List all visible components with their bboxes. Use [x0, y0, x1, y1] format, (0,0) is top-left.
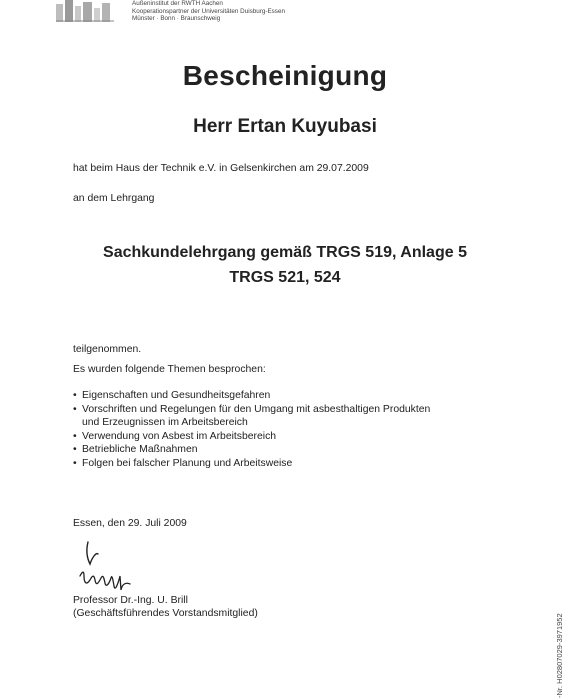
- handwritten-signature: [74, 536, 164, 598]
- participated-text: teilgenommen.: [73, 344, 142, 355]
- recipient-name: Herr Ertan Kuyubasi: [193, 116, 377, 137]
- letterhead: [132, 0, 285, 23]
- place-date: Essen, den 29. Juli 2009: [73, 518, 187, 529]
- topic-item: • Eigenschaften und Gesundheitsgefahren: [73, 389, 430, 403]
- document-number: -Nr. H02807029-3971952: [555, 613, 564, 698]
- course-title-line-2: TRGS 521, 524: [229, 269, 341, 286]
- course-intro: an dem Lehrgang: [73, 193, 155, 204]
- letterhead-line: Außeninstitut der RWTH Aachen: [132, 0, 223, 7]
- attendance-line: hat beim Haus der Technik e.V. in Gelsenkirchen am 29.07.2009: [73, 163, 369, 174]
- signer-block: [73, 594, 258, 620]
- letterhead-line: Münster · Bonn · Braunschweig: [132, 15, 221, 23]
- topic-item: • Verwendung von Asbest im Arbeitsbereich: [73, 430, 430, 444]
- course-title-line-1: Sachkundelehrgang gemäß TRGS 519, Anlage 5: [103, 244, 467, 261]
- topics-intro: Es wurden folgende Themen besprochen:: [73, 364, 266, 375]
- document-title: Bescheinigung: [182, 60, 388, 91]
- letterhead-line: Kooperationspartner der Universitäten Duisburg-Essen: [132, 7, 285, 15]
- topics-list: [73, 389, 430, 471]
- topic-item: • Vorschriften und Regelungen für den Umgang mit asbesthaltigen Produkten: [73, 403, 430, 417]
- signer-role: (Geschäftsführendes Vorstandsmitglied): [73, 608, 258, 619]
- signer-name: Professor Dr.-Ing. U. Brill: [73, 595, 188, 606]
- topic-item: • Betriebliche Maßnahmen: [73, 443, 430, 457]
- topic-item-continuation: und Erzeugnissen im Arbeitsbereich: [82, 417, 248, 429]
- topic-item: • Folgen bei falscher Planung und Arbeitsweise: [73, 457, 430, 471]
- institute-logo: [56, 0, 114, 22]
